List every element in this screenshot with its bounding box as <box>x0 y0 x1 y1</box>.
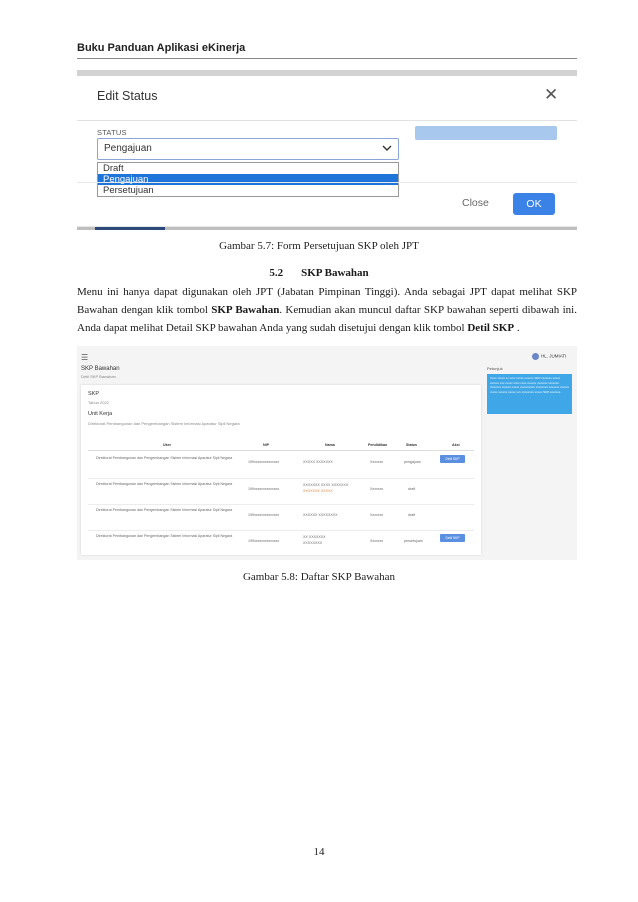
table-header <box>88 442 474 451</box>
column-header-aksi: Aksi <box>452 443 460 447</box>
column-header-status: Status <box>406 443 417 447</box>
paragraph-text-1: Menu ini hanya dapat digunakan oleh JPT (Jabatan Pimpinan Tinggi). Anda sebagai JPT dapat melihat SKP Bawahan dengan klik tombol <box>77 286 577 316</box>
backdrop-accent <box>95 227 165 230</box>
close-button[interactable]: Close <box>462 197 489 209</box>
modal-footer-divider <box>77 182 577 183</box>
section-number: 5.2 <box>269 267 284 279</box>
column-header-uker: Uker <box>163 443 171 447</box>
cell-pendidikan: Xxxxxxx <box>370 513 384 517</box>
table-row <box>88 504 474 531</box>
table-row <box>88 478 474 505</box>
cell-nip: 199xxxxxxxxxxxxxx <box>248 487 280 491</box>
status-options-list <box>97 162 399 197</box>
figure-caption-5-7: Gambar 5.7: Form Persetujuan SKP oleh JPT <box>219 240 419 252</box>
unit-kerja-value: Direktorat Pembangunan dan Pengembangan Sistem Informasi Aparatur Sipil Negara <box>88 421 240 426</box>
status-select-value: Pengajuan <box>104 143 152 154</box>
cell-pendidikan: Xxxxxxx <box>370 460 384 464</box>
figure-skp-bawahan-screenshot <box>77 346 577 560</box>
card-title: SKP <box>88 391 100 397</box>
skp-card <box>81 385 481 555</box>
petunjuk-info-box: Xxxx xxxxx xx xxxx xxxxx xxxxxx SKP xxxxxxx xxxxx xxxxxx xxx xxxxx xxxx xxxx xxxxxx xxxxxxx xxxxxxx. Xxxxxxx xxxxxx xxxxx xxxxxxxxxx xxxxxxxx xxxxxxx xxxxxx xxxxx xxxxxx xxxxx xxx xxxxxxxx xxxxx SKP xxxxxxx. <box>487 374 572 414</box>
cell-status: draft <box>408 487 416 491</box>
status-label: STATUS <box>97 128 127 137</box>
paragraph-text-2: . Kemudian akan muncul daftar SKP bawahan seperti dibawah ini. Anda dapat melihat Detail SKP bawahan Anda yang sudah disetujui dengan klik tombol <box>77 304 577 334</box>
cell-pendidikan: Xxxxxxx <box>370 539 384 543</box>
paragraph-bold-detil-skp: Detil SKP <box>467 322 515 334</box>
breadcrumb: Detil SKP Bawahan <box>81 374 116 379</box>
modal-divider <box>77 120 577 121</box>
figure-edit-status-screenshot <box>77 70 577 230</box>
petunjuk-title: Petunjuk <box>487 366 503 371</box>
option-persetujuan[interactable]: Persetujuan <box>103 185 154 196</box>
cell-uker: Direktorat Pembangunan dan Pengembangan Sistem Informasi Aparatur Sipil Negara <box>96 534 233 538</box>
cell-nama: XXXXXX XXXXXXXX <box>303 513 338 517</box>
cell-uker: Direktorat Pembangunan dan Pengembangan Sistem Informasi Aparatur Sipil Negara <box>96 508 233 512</box>
column-header-nip: NIP <box>263 443 269 447</box>
detil-skp-button[interactable]: Detil SKP <box>440 455 465 463</box>
ok-button[interactable]: OK <box>513 193 555 215</box>
cell-nip: 199xxxxxxxxxxxxxx <box>248 539 280 543</box>
cell-nama: XXXXXXX XXXX XXXXXXX <box>303 483 349 487</box>
user-name: HL. JUMIATI <box>541 353 567 359</box>
document-header-title: Buku Panduan Aplikasi eKinerja <box>77 42 246 54</box>
modal-title: Edit Status <box>97 89 158 103</box>
cell-nip: 199xxxxxxxxxxxxxx <box>248 460 280 464</box>
cell-status: persetujuan <box>404 539 423 543</box>
status-select[interactable] <box>97 138 399 160</box>
body-paragraph <box>77 283 577 337</box>
user-menu[interactable] <box>532 353 566 360</box>
cell-uker: Direktorat Pembangunan dan Pengembangan Sistem Informasi Aparatur Sipil Negara <box>96 482 233 486</box>
figure-caption-5-8: Gambar 5.8: Daftar SKP Bawahan <box>242 571 396 583</box>
avatar <box>532 353 539 360</box>
section-heading <box>0 267 638 279</box>
table-row <box>88 530 474 556</box>
column-header-nama: Nama <box>325 443 335 447</box>
cell-pendidikan: Xxxxxxx <box>370 487 384 491</box>
cell-nama-secondary: XXXXXXX XXXXX <box>303 489 333 493</box>
paragraph-text-3: . <box>514 322 520 334</box>
header-rule <box>77 58 577 59</box>
cell-nip: 199xxxxxxxxxxxxxx <box>248 513 280 517</box>
background-blue-bar <box>415 126 557 140</box>
detil-skp-button[interactable]: Detil SKP <box>440 534 465 542</box>
card-year: Tahun 2022 <box>88 400 109 405</box>
cell-nama: XX XXXXXXX <box>303 535 326 539</box>
close-icon[interactable]: ✕ <box>544 85 559 104</box>
option-pengajuan[interactable]: Pengajuan <box>98 174 398 185</box>
option-draft[interactable]: Draft <box>103 163 124 174</box>
paragraph-bold-skp-bawahan: SKP Bawahan <box>211 304 280 316</box>
chevron-down-icon <box>381 142 393 154</box>
cell-nama-secondary: XXXXXXXX <box>303 541 323 545</box>
cell-uker: Direktorat Pembangunan dan Pengembangan Sistem Informasi Aparatur Sipil Negara <box>96 456 233 460</box>
hamburger-menu-icon[interactable]: ☰ <box>81 353 89 362</box>
edit-status-modal <box>77 76 577 226</box>
cell-nama: XXXXX XXXXXXX <box>303 460 333 464</box>
page-title: SKP Bawahan <box>81 366 120 372</box>
cell-status: draft <box>408 513 416 517</box>
column-header-pendidikan: Pendidikan <box>368 443 388 447</box>
page-number: 14 <box>313 846 325 858</box>
section-title: SKP Bawahan <box>301 267 369 279</box>
unit-kerja-label: Unit Kerja <box>88 411 113 417</box>
cell-status: pengajuan <box>404 460 421 464</box>
table-row <box>88 452 474 479</box>
